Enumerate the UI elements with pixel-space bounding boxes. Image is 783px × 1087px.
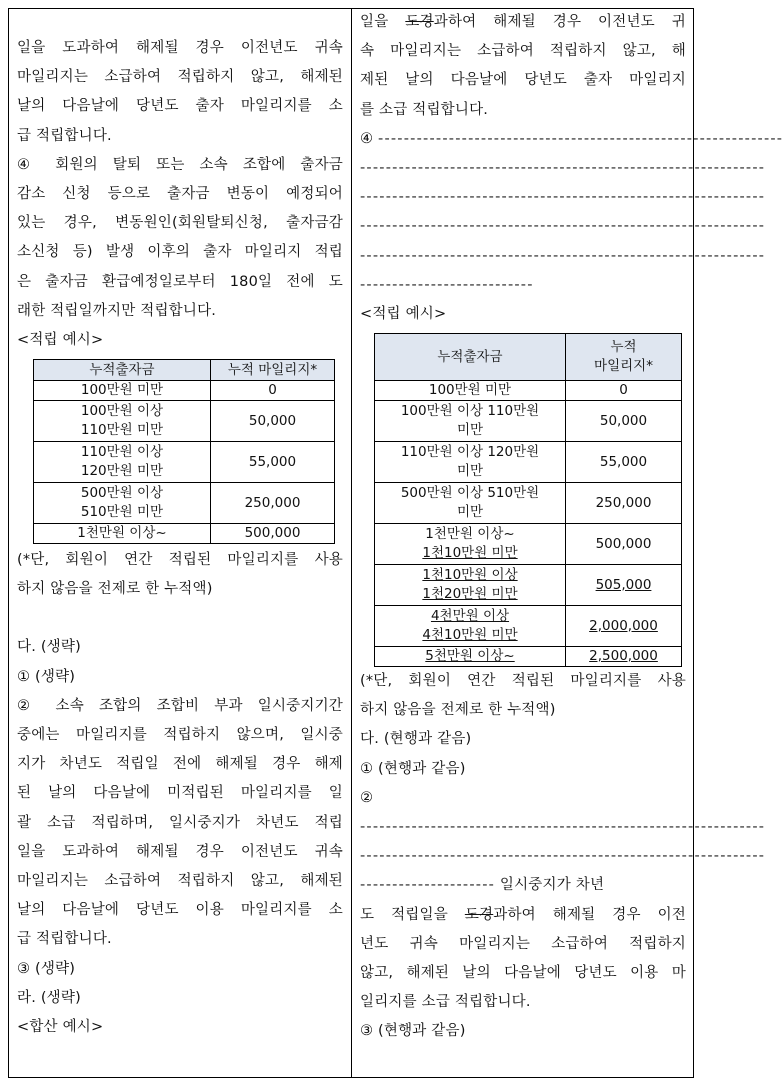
left-column (17, 34, 343, 1042)
table-row (375, 606, 682, 647)
table-cell (34, 483, 211, 524)
section-heading: 다. (현행과 같음) (360, 731, 472, 748)
table-header-row (375, 334, 682, 381)
text-run: 일시중지가 차년 (495, 877, 605, 894)
example-label: <합산 예시> (17, 1018, 104, 1035)
table-cell: 55,000 (566, 442, 682, 483)
text-line: 하지 않음을 전제로 한 누적액) (17, 581, 213, 598)
text-line: 하지 않음을 전제로 한 누적액) (360, 702, 556, 719)
text-line (360, 8, 686, 37)
example-label: <적립 예시> (360, 305, 447, 322)
text-line: ④ 회원의 탈퇴 또는 소속 조합에 출자금 (17, 156, 343, 173)
section-heading: 다. (생략) (17, 639, 81, 656)
range-text: 100만원 미만 (80, 382, 164, 399)
text-line: 마일리지는 소급하여 적립하지 않고, 해제된 (17, 872, 343, 889)
text-line: 지가 차년도 적립일 전에 해제될 경우 해제 (17, 756, 343, 773)
text-line: 를 소급 적립합니다. (360, 101, 489, 118)
text-line (360, 125, 783, 154)
range-text: 1천10만원 미만 (422, 545, 518, 562)
text-line: ① (현행과 같음) (360, 760, 466, 777)
deleted-placeholder: --------------------- (360, 877, 496, 894)
deleted-placeholder: --------------------------------------------------------------- (360, 218, 766, 235)
text-run: 과하여 해제될 경우 이전 (493, 906, 686, 923)
table-cell: 0 (566, 381, 682, 401)
range-text: 1천만원 이상~ (77, 525, 167, 542)
table-cell: 500,000 (566, 524, 682, 565)
table-row (375, 565, 682, 606)
table-row (34, 483, 335, 524)
range-text: 1천20만원 미만 (422, 586, 518, 603)
text-run: 과하여 해제될 경우 이전년도 귀 (433, 14, 686, 30)
range-text: 5천만원 이상~ (425, 648, 515, 665)
table-cell: 50,000 (211, 401, 335, 442)
text-line: 일리지를 소급 적립합니다. (360, 994, 531, 1011)
table-header-cell: 누적출자금 (375, 334, 566, 381)
text-line: 급 적립합니다. (17, 127, 112, 144)
range-text: 4천10만원 미만 (422, 627, 518, 644)
text-line: 속 마일리지는 소급하여 적립하지 않고, 해 (360, 43, 686, 60)
text-line: ③ (현행과 같음) (360, 1023, 466, 1040)
deleted-placeholder: --------------------------------------------------------------- (360, 159, 766, 176)
range-text: 미만 (456, 422, 484, 439)
right-column (360, 8, 783, 1047)
table-cell (34, 401, 211, 442)
accumulation-table-revised (374, 333, 682, 667)
text-line: 된 날의 다음날에 미적립된 마일리지를 일 (17, 785, 343, 802)
range-text: 120만원 미만 (80, 463, 164, 480)
range-text: 100만원 이상 110만원 (400, 403, 540, 420)
table-header-cell: 누적 마일리지* (211, 360, 335, 381)
table-row (375, 442, 682, 483)
table-header-cell (566, 334, 682, 381)
range-text: 100만원 이상 (80, 403, 164, 420)
deleted-placeholder: --------------------------- (360, 276, 534, 293)
deleted-placeholder: --------------------------------------------------------------- (360, 189, 766, 206)
table-cell: 500,000 (211, 524, 335, 544)
text-line: ② (360, 789, 374, 806)
range-text: 미만 (456, 463, 484, 480)
text-line (360, 871, 686, 900)
example-label: <적립 예시> (17, 331, 104, 348)
text-line: 년도 귀속 마일리지는 소급하여 적립하지 (360, 935, 686, 952)
table-cell (34, 524, 211, 544)
deleted-placeholder: --------------------------------------------------------------- (378, 130, 783, 147)
table-row (375, 483, 682, 524)
text-line: ③ (생략) (17, 960, 76, 977)
table-cell: 2,000,000 (566, 606, 682, 647)
table-row (375, 524, 682, 565)
table-cell (375, 401, 566, 442)
text-line: 급 적립합니다. (17, 931, 112, 948)
range-text: 500만원 이상 (80, 485, 164, 502)
text-line: 날의 다음날에 당년도 출자 마일리지를 소 (17, 98, 343, 115)
text-line: ② 소속 조합의 조합비 부과 일시중지기간 (17, 697, 343, 714)
table-cell: 250,000 (211, 483, 335, 524)
header-text: 마일리지* (594, 358, 653, 375)
range-text: 1천10만원 이상 (422, 567, 518, 584)
struck-text: 도경 (464, 906, 494, 923)
table-cell (375, 483, 566, 524)
text-line: 래한 적립일까지만 적립합니다. (17, 302, 217, 319)
range-text: 1천만원 이상~ (425, 526, 515, 543)
struck-text: 도경 (405, 14, 434, 30)
text-line: 중에는 마일리지를 적립하지 않으며, 일시중 (17, 727, 343, 743)
table-cell: 55,000 (211, 442, 335, 483)
range-text: 100만원 미만 (428, 382, 512, 399)
accumulation-table-current (33, 359, 335, 544)
table-cell (375, 524, 566, 565)
text-line: 제된 날의 다음날에 당년도 출자 마일리지 (360, 72, 686, 89)
spacer (17, 604, 343, 633)
text-line: 있는 경우, 변동원인(회원탈퇴신청, 출자금감 (17, 215, 343, 232)
text-line (360, 901, 686, 930)
text-run: 도 적립일을 (360, 906, 465, 923)
table-cell: 0 (211, 381, 335, 401)
range-text: 110만원 미만 (80, 422, 164, 439)
table-cell (375, 565, 566, 606)
text-line: (*단, 회원이 연간 적립된 마일리지를 사용 (360, 673, 686, 690)
range-text: 500만원 이상 510만원 (400, 485, 540, 502)
table-cell: 50,000 (566, 401, 682, 442)
table-cell: 2,500,000 (566, 647, 682, 667)
text-line: ① (생략) (17, 668, 76, 685)
text-line: 날의 다음날에 당년도 이용 마일리지를 소 (17, 902, 343, 919)
table-row (375, 381, 682, 401)
table-row (34, 401, 335, 442)
text-line: 일을 도과하여 해제될 경우 이전년도 귀속 (17, 40, 343, 56)
table-header-row (34, 360, 335, 381)
range-text: 510만원 미만 (80, 504, 164, 521)
range-text: 미만 (456, 504, 484, 521)
table-header-cell: 누적출자금 (34, 360, 211, 381)
range-text: 110만원 이상 120만원 (400, 444, 540, 461)
table-row (375, 647, 682, 667)
table-row (34, 442, 335, 483)
range-text: 110만원 이상 (80, 444, 164, 461)
table-row (34, 381, 335, 401)
text-line: 은 출자금 환급예정일로부터 180일 전에 도 (17, 273, 343, 290)
section-heading: 라. (생략) (17, 989, 81, 1006)
text-run: 일을 (360, 14, 406, 30)
table-cell: 505,000 (566, 565, 682, 606)
deleted-placeholder: --------------------------------------------------------------- (360, 247, 766, 264)
header-text: 누적 (610, 339, 637, 356)
table-cell (375, 442, 566, 483)
deleted-placeholder: --------------------------------------------------------------- (360, 848, 766, 865)
text-run: ④ (360, 130, 379, 147)
text-line: 감소 신청 등으로 출자금 변동이 예정되어 (17, 185, 343, 202)
table-cell (34, 381, 211, 401)
table-cell (375, 647, 566, 667)
range-text: 4천만원 이상 (430, 608, 510, 625)
text-line: 소신청 등) 발생 이후의 출자 마일리지 적립 (17, 244, 343, 261)
text-line: 않고, 해제된 날의 다음날에 당년도 이용 마 (360, 964, 686, 981)
table-row (375, 401, 682, 442)
text-line: 괄 소급 적립하며, 일시중지가 차년도 적립 (17, 814, 343, 831)
table-cell: 250,000 (566, 483, 682, 524)
text-line: (*단, 회원이 연간 적립된 마일리지를 사용 (17, 552, 343, 569)
deleted-placeholder: --------------------------------------------------------------- (360, 819, 766, 835)
column-divider (351, 8, 352, 1078)
text-line: 마일리지는 소급하여 적립하지 않고, 해제된 (17, 69, 343, 86)
table-cell (34, 442, 211, 483)
table-cell (375, 381, 566, 401)
table-row (34, 524, 335, 544)
text-line: 일을 도과하여 해제될 경우 이전년도 귀속 (17, 843, 343, 860)
table-cell (375, 606, 566, 647)
